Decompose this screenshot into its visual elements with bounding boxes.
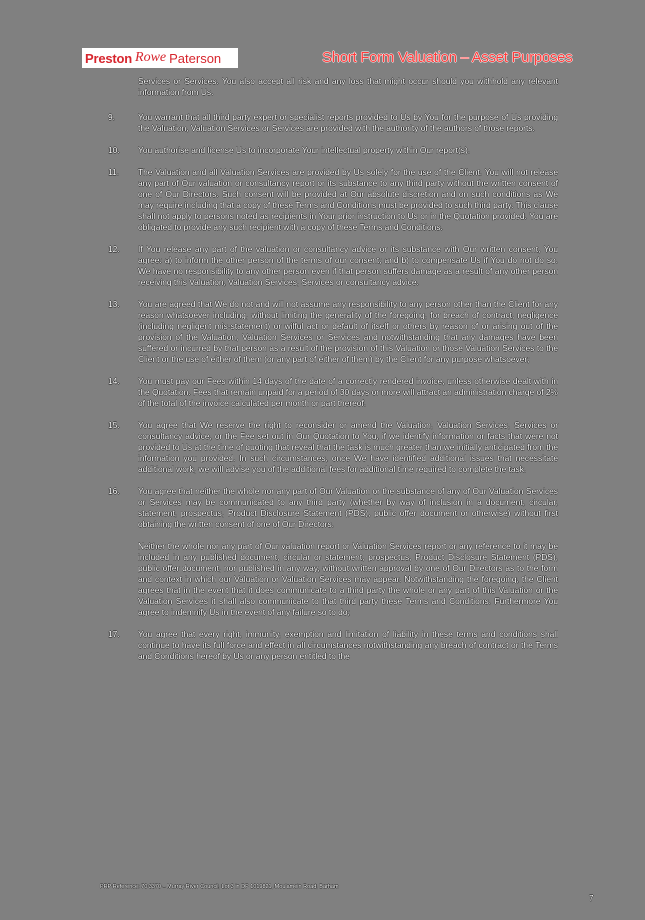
- clause-number: 15.: [108, 420, 120, 430]
- clause-11: [108, 167, 558, 233]
- clause-text: You are agreed that We do not and will not assume any responsibility to any person other than the Client for any reason whatsoever including, without limiting the generality of the foregoing, for breach of contract, negligence (including negligent mis-statement) or wilful act or default of itself or others by reason of or arising out of the provision of the Valuation, Valuation Services or Services and notwithstanding that any damages have been suffered or incurred by that person as a result of the provision of this Valuation or those Valuation Services to the Client or the use of either of them (or any part of either of them) by the Client for any purpose whatsoever;: [138, 299, 558, 364]
- clause-16-continuation: Neither the whole nor any part of Our valuation report or Valuation Services report or any reference to it may be included in any published document, circular or statement, prospectus, Product Disclosure Statement (PDS), public offer document, nor published in any way, without written approval by one of Our Directors as to the form and context in which our Valuation or Valuation Services may appear. Notwithstanding the foregoing, the Client agrees that in the event that it does communicate to a third party the whole or any part of this Valuation or the Valuation Services it shall also communicate to that third party these Terms and Conditions. Furthermore You agree to indemnify Us in the event of any failure so to do;: [138, 541, 558, 617]
- footer-reference: PRP Reference: 70 3370 – Murray River Council, Lot 3 in DP 1019821, Moulamein Road, Barham: [100, 884, 339, 890]
- company-logo: [82, 48, 238, 68]
- clause-text: If You release any part of the valuation or consultancy advice or its substance with Our written consent, You agree: a) to inform the other person of the terms of our consent; and b) to compensate Us if You do not do so. We have no responsibility to any other person even if that person suffers damage as a result of any other person receiving this Valuation, Valuation Services, Services or consultancy advice.: [138, 244, 558, 287]
- clause-text: You must pay our Fees within 14 days of the date of a correctly rendered invoice, unless otherwise dealt with in the Quotation. Fees that remain unpaid for a period of 30 days or more will attract an administration charge of 2% of the total of the invoice calculated per month or part thereof.: [138, 376, 558, 408]
- logo-preston: Preston: [85, 50, 133, 66]
- clause-text: You agree that We reserve the right to reconsider or amend the Valuation, Valuation Services, Services or consultancy advice, or the Fee set out in Our Quotation to You, if we identify information or facts that were not provided to Us at the time of quoting that reveal that the task is much greater than we initially anticipated from the information you provided. In such circumstances, once We have identified additional issues that necessitate additional work, we will advise you of the additional fees for additional time required to complete the task.: [138, 420, 558, 474]
- clause-text: You agree that every right, immunity, exemption and limitation of liability in these terms and conditions shall continue to have its full force and effect in all circumstances notwithstanding any breach of contract or the Terms and Conditions hereof by Us or any person entitled to the: [138, 629, 558, 661]
- clause-number: 11.: [108, 167, 120, 177]
- clause-13: [108, 299, 558, 365]
- clause-10: [108, 145, 558, 156]
- document-body: [108, 76, 558, 673]
- clause-number: 12.: [108, 244, 120, 254]
- clause-text: You authorise and license Us to incorporate Your intellectual property within Our report(s).: [138, 145, 471, 155]
- clause-text: The Valuation and all Valuation Services are provided by Us solely for the use of the Client. You will not release any part of Our valuation or consultancy report or its substance to any third party without the written consent of one of Our Directors. Such consent will be provided at Our absolute discretion and on such conditions as We may require including that a copy of these Terms and Conditions must be provided to such third party. This clause shall not apply to persons noted as recipients in Your prior instruction to Us or in the Quotation provided. You are obligated to provide any such recipient with a copy of these Terms and Conditions.: [138, 167, 558, 232]
- clause-number: 17.: [108, 629, 120, 639]
- document-title: Short Form Valuation – Asset Purposes: [322, 49, 573, 66]
- clause-9: [108, 112, 558, 134]
- clause-text: You agree that neither the whole nor any part of Our Valuation or the substance of any of Our Valuation Services or Services may be communicated to any third party (whether by way of inclusion in a document, circular, statement, prospectus, Product Disclosure Statement (PDS), public offer document or otherwise) without first obtaining the written consent of one of Our Directors.: [138, 486, 558, 529]
- clause-number: 13.: [108, 299, 120, 309]
- logo-rowe: Rowe: [135, 50, 167, 65]
- clause-14: [108, 376, 558, 409]
- clause-12: [108, 244, 558, 288]
- clause-number: 9.: [108, 112, 115, 122]
- clause-text: You warrant that all third party expert or specialist reports provided to Us by You for the purpose of Us providing the Valuation, Valuation Services or Services are provided with the authority of the authors of those reports.: [138, 112, 558, 133]
- clause-number: 16.: [108, 486, 120, 496]
- clause-number: 14.: [108, 376, 120, 386]
- clause-17: [108, 629, 558, 662]
- page-number: 7: [589, 894, 594, 903]
- continuation-paragraph: Services or Services. You also accept all risk and any loss that might occur should you withhold any relevant information from Us.: [138, 76, 558, 97]
- clause-15: [108, 420, 558, 475]
- clause-number: 10.: [108, 145, 120, 155]
- logo-paterson: Paterson: [169, 50, 222, 66]
- clause-16: [108, 486, 558, 530]
